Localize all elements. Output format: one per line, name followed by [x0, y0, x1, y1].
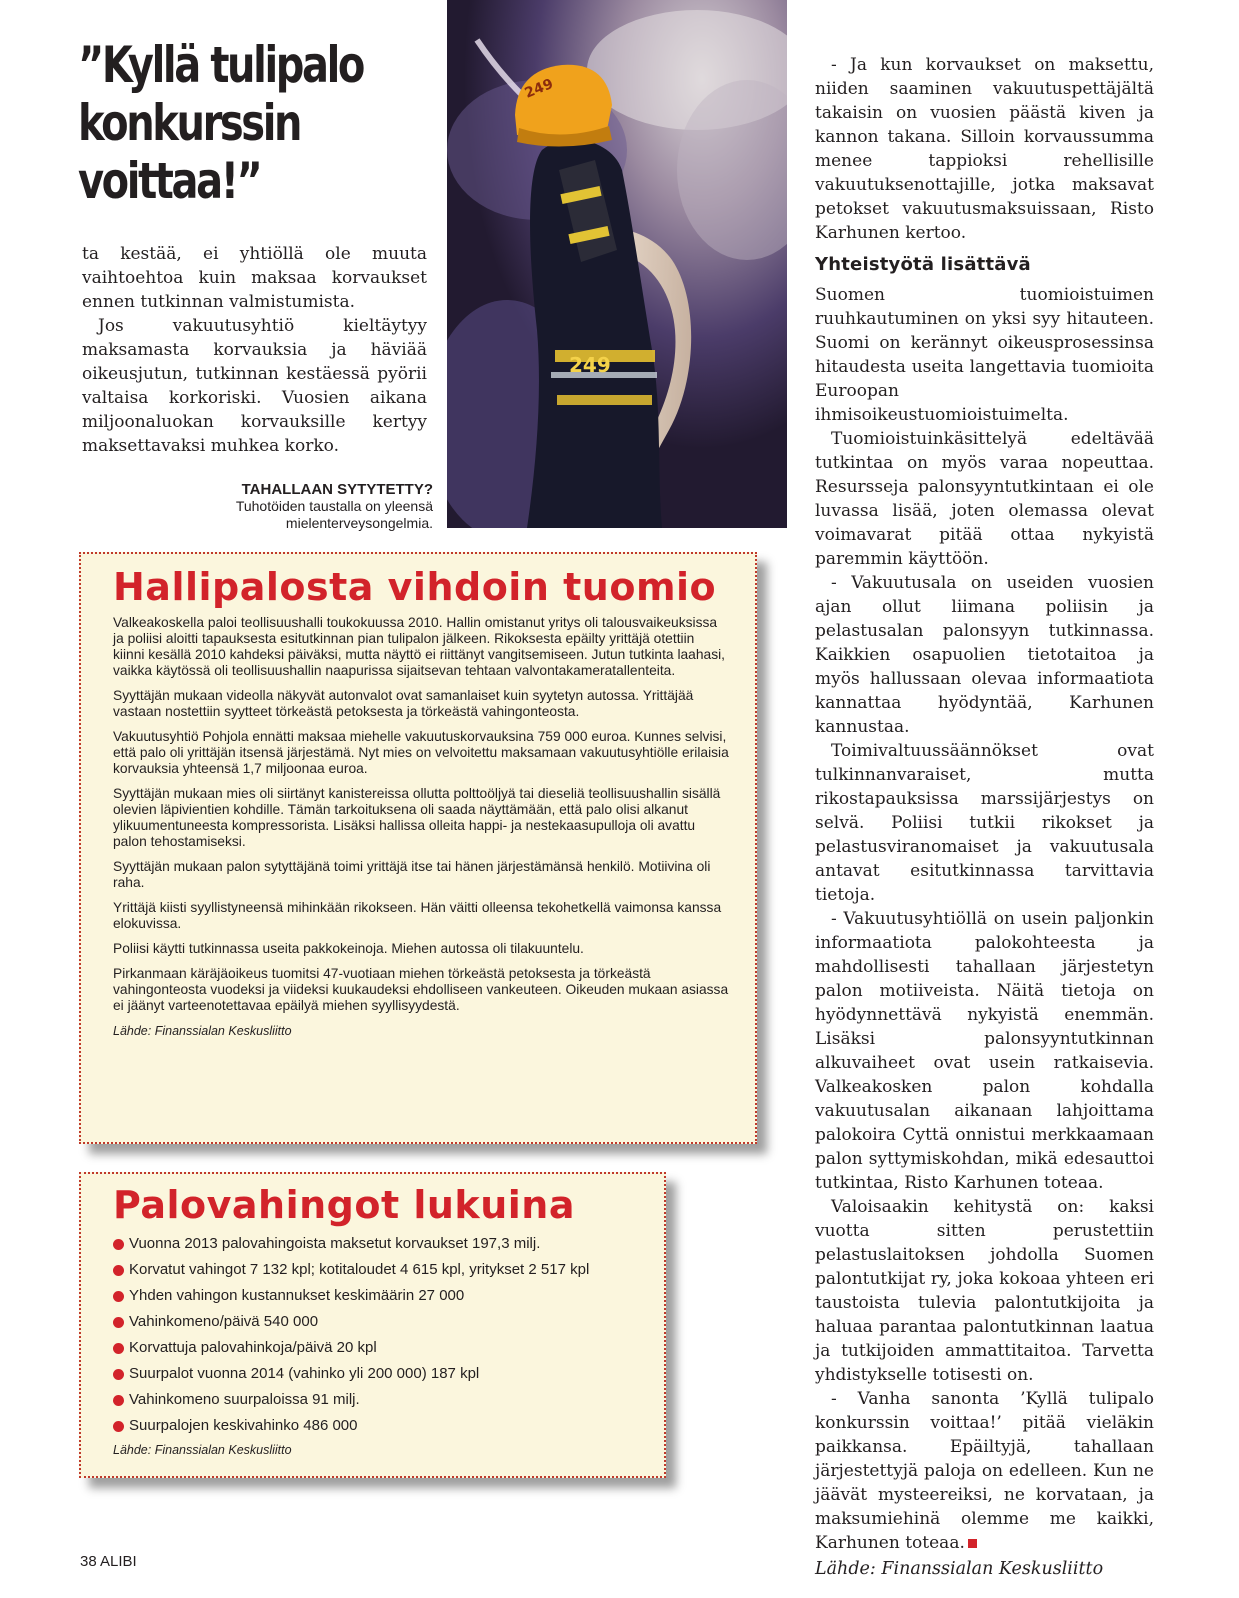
- box-paragraph: Poliisi käytti tutkinnassa useita pakkokeinoja. Miehen autossa oli tilakuuntelu.: [113, 941, 584, 956]
- sidebar-box-court-case: [79, 552, 757, 1144]
- box-paragraph: Syyttäjän mukaan videolla näkyvät autonvalot ovat samanlaiset kuin syytetyn autossa. Yrittäjää vastaan nostettiin syytteet törkeästä petoksesta ja törkeästä vahingonteosta.: [113, 688, 694, 719]
- subheading: Yhteistyötä lisättävä: [815, 254, 1031, 275]
- stats-item: [113, 1387, 664, 1413]
- right-paragraph: - Ja kun korvaukset on maksettu, niiden saaminen vakuutuspettäjältä takaisin on vuosien päästä kiven ja kannon takana. Silloin korvaussumma menee tappioksi rehellisille vakuutuksenottajille, jotka maksavat petokset vakuutusmaksuissaan, Risto Karhunen kertoo.: [815, 55, 1154, 243]
- right-paragraph: Suomen tuomioistuimen ruuhkautuminen on yksi syy hitauteen. Suomi on kerännyt oikeusprosessinsa hitaudesta useita langettavia tuomioita Euroopan ihmisoikeustuomioistuimelta.: [815, 285, 1154, 425]
- sidebar-box-statistics: [79, 1172, 666, 1478]
- stats-item: [113, 1413, 664, 1439]
- left-paragraph: ta kestää, ei yhtiöllä ole muuta vaihtoehtoa kuin maksaa korvaukset ennen tutkinnan valmistumista.: [82, 244, 427, 312]
- firefighter-photo: [447, 0, 787, 528]
- stats-item: [113, 1309, 664, 1335]
- right-paragraph: - Vakuutusala on useiden vuosien ajan ollut liimana poliisin ja pelastusalan palonsyyn tutkinnassa. Kaikkien osapuolien tietotaitoa ja myös hallussaan olevaa informaatiota kannattaa hyödyntää, Karhunen kannustaa.: [815, 573, 1154, 737]
- box-title: Hallipalosta vihdoin tuomio: [113, 565, 717, 609]
- box-paragraph: Pirkanmaan käräjäoikeus tuomitsi 47-vuotiaan miehen törkeästä petoksesta ja törkeästä vahingonteosta vuodeksi ja viideksi kuukaudeksi ehdolliseen vankeuteen. Oikeuden mukaan asiassa ei jäänyt varteenotettavaa epäilyä miehen syyllisyydestä.: [113, 966, 729, 1013]
- stats-item-text: Vahinkomeno suurpaloissa 91 milj.: [129, 1391, 360, 1408]
- stats-item-text: Yhden vahingon kustannukset keskimäärin 27 000: [129, 1287, 465, 1304]
- page-folio: 38 ALIBI: [80, 1553, 137, 1570]
- bullet-icon: [113, 1265, 124, 1276]
- box-paragraph: Syyttäjän mukaan mies oli siirtänyt kanistereissa ollutta polttoöljyä tai dieseliä teollisuushallin sisällä olevien läpivientien kohdille. Tämän tarkoituksena oli saada näyttämään, että palo olisi alkanut ylikuumentuneesta kompressorista. Lisäksi hallissa olleita happi- ja nestekaasupulloja oli avattu palon tehostamiseksi.: [113, 786, 721, 849]
- photo-caption-title: TAHALLAAN SYTYTETTY?: [241, 481, 433, 498]
- article-source: Lähde: Finanssialan Keskusliitto: [815, 1559, 1104, 1579]
- box-paragraph: Syyttäjän mukaan palon sytyttäjänä toimi yrittäjä itse tai hänen järjestämänsä henkilö. Motiivina oli raha.: [113, 859, 711, 890]
- final-paragraph: [815, 1387, 1154, 1555]
- right-paragraph: Valoisaakin kehitystä on: kaksi vuotta sitten perustettiin pelastuslaitoksen johdolla Suomen palontutkijat ry, joka kokoaa yhteen eri taustoista tulevia palontutkijoita ja haluaa parantaa palontutkinnan laatua ja tutkijoiden ammattitaitoa. Tarvetta yhdistykselle totisesti on.: [815, 1197, 1154, 1385]
- photo-caption: [160, 481, 433, 532]
- stats-item-text: Korvattuja palovahinkoja/päivä 20 kpl: [129, 1339, 377, 1356]
- end-mark-icon: [968, 1539, 977, 1548]
- bullet-icon: [113, 1239, 124, 1250]
- box-title: Palovahingot lukuina: [113, 1183, 575, 1227]
- bullet-icon: [113, 1343, 124, 1354]
- photo-caption-text: Tuhotöiden taustalla on yleensä mielenterveysongelmia.: [235, 498, 433, 531]
- box-source: Lähde: Finanssialan Keskusliitto: [113, 1443, 292, 1457]
- stats-item: [113, 1231, 664, 1257]
- right-column-text: [815, 53, 1154, 1581]
- bullet-icon: [113, 1421, 124, 1432]
- left-column-text: [82, 242, 427, 458]
- box-paragraph: Valkeakoskella paloi teollisuushalli toukokuussa 2010. Hallin omistanut yritys oli talousvaikeuksissa ja poliisi aloitti tapauksesta esitutkinnan pian tulipalon jälkeen. Rikoksesta epäilty yrittäjä otettiin kiinni kesällä 2010 kahdeksi päiväksi, mutta näyttö ei riittänyt vangitsemiseen. Jutun tutkinta laahasi, vaikka käytössä oli teollisuushallin naapurissa sijaitsevan tehtaan valvontakameratallenteita.: [113, 615, 725, 678]
- bullet-icon: [113, 1291, 124, 1302]
- final-paragraph-text: - Vanha sanonta ’Kyllä tulipalo konkurssin voittaa!’ pitää vieläkin paikkansa. Epäiltyjä, tahallaan järjestettyjä paloja on edelleen. Kun ne jäävät mysteereiksi, ne korvataan, ja maksumiehinä olemme me kaikki, Karhunen toteaa.: [815, 1389, 1154, 1553]
- stats-item-text: Suurpalojen keskivahinko 486 000: [129, 1417, 358, 1434]
- bullet-icon: [113, 1317, 124, 1328]
- headline: ”Kyllä tulipalo konkurssin voittaa!”: [78, 36, 363, 210]
- right-paragraph: Toimivaltuussäännökset ovat tulkinnanvaraiset, mutta rikostapauksissa marssijärjestys on selvä. Poliisi tutkii rikokset ja pelastusviranomaiset ja vakuutusala antavat esitutkinnassa tarvittavia tietoja.: [815, 741, 1154, 905]
- stats-item-text: Vuonna 2013 palovahingoista maksetut korvaukset 197,3 milj.: [129, 1235, 541, 1252]
- stats-item: [113, 1361, 664, 1387]
- right-paragraph: Tuomioistuinkäsittelyä edeltävää tutkintaa on myös varaa nopeuttaa. Resursseja palonsyyntutkintaan ei ole luvassa lisää, joten olemassa olevat voimavarat pitää ottaa nykyistä paremmin käyttöön.: [815, 429, 1154, 569]
- stats-list: [113, 1231, 664, 1439]
- stats-item-text: Suurpalot vuonna 2014 (vahinko yli 200 000) 187 kpl: [129, 1365, 480, 1382]
- firefighter-illustration: [447, 0, 787, 528]
- stats-item: [113, 1283, 664, 1309]
- right-paragraph: - Vakuutusyhtiöllä on usein paljonkin informaatiota palokohteesta ja mahdollisesti tahallaan järjestetyn palon motiiveista. Näitä tietoja on hyödynnettävä nykyistä enemmän. Lisäksi palonsyyntutkinnan alkuvaiheet ovat usein ratkaisevia. Valkeakosken palon kohdalla vakuutusalan aikanaan lahjoittama palokoira Cyttä onnistui merkkaamaan palon syttymiskohdan, mikä edesauttoi tutkintaa, Risto Karhunen toteaa.: [815, 909, 1154, 1193]
- bullet-icon: [113, 1369, 124, 1380]
- box-paragraph: Yrittäjä kiisti syyllistyneensä mihinkään rikokseen. Hän väitti olleensa tekohetkellä vaimonsa kanssa elokuvissa.: [113, 900, 722, 931]
- helmet-number: 249: [522, 75, 556, 102]
- stats-item: [113, 1335, 664, 1361]
- left-paragraph: Jos vakuutusyhtiö kieltäytyy maksamasta korvauksia ja häviää oikeusjutun, tutkinnan kestäessä pyörii valtaisa korkoriski. Vuosien aikana miljoonaluokan korvauksille kertyy maksettavaksi muhkea korko.: [82, 316, 427, 456]
- stats-item-text: Korvatut vahingot 7 132 kpl; kotitaloudet 4 615 kpl, yritykset 2 517 kpl: [129, 1261, 590, 1278]
- stats-item-text: Vahinkomeno/päivä 540 000: [129, 1313, 319, 1330]
- box-body: [81, 607, 755, 1039]
- suit-number: 249: [569, 353, 611, 377]
- bullet-icon: [113, 1395, 124, 1406]
- box-source: Lähde: Finanssialan Keskusliitto: [113, 1024, 292, 1038]
- box-paragraph: Vakuutusyhtiö Pohjola ennätti maksaa miehelle vakuutuskorvauksina 759 000 euroa. Kunnes selvisi, että palo oli yrittäjän itsensä järjestämä. Nyt mies on velvoitettu maksamaan vakuutusyhtiölle erilaisia korvauksia yhteensä 1,7 miljoonaa euroa.: [113, 729, 729, 776]
- stats-item: [113, 1257, 664, 1283]
